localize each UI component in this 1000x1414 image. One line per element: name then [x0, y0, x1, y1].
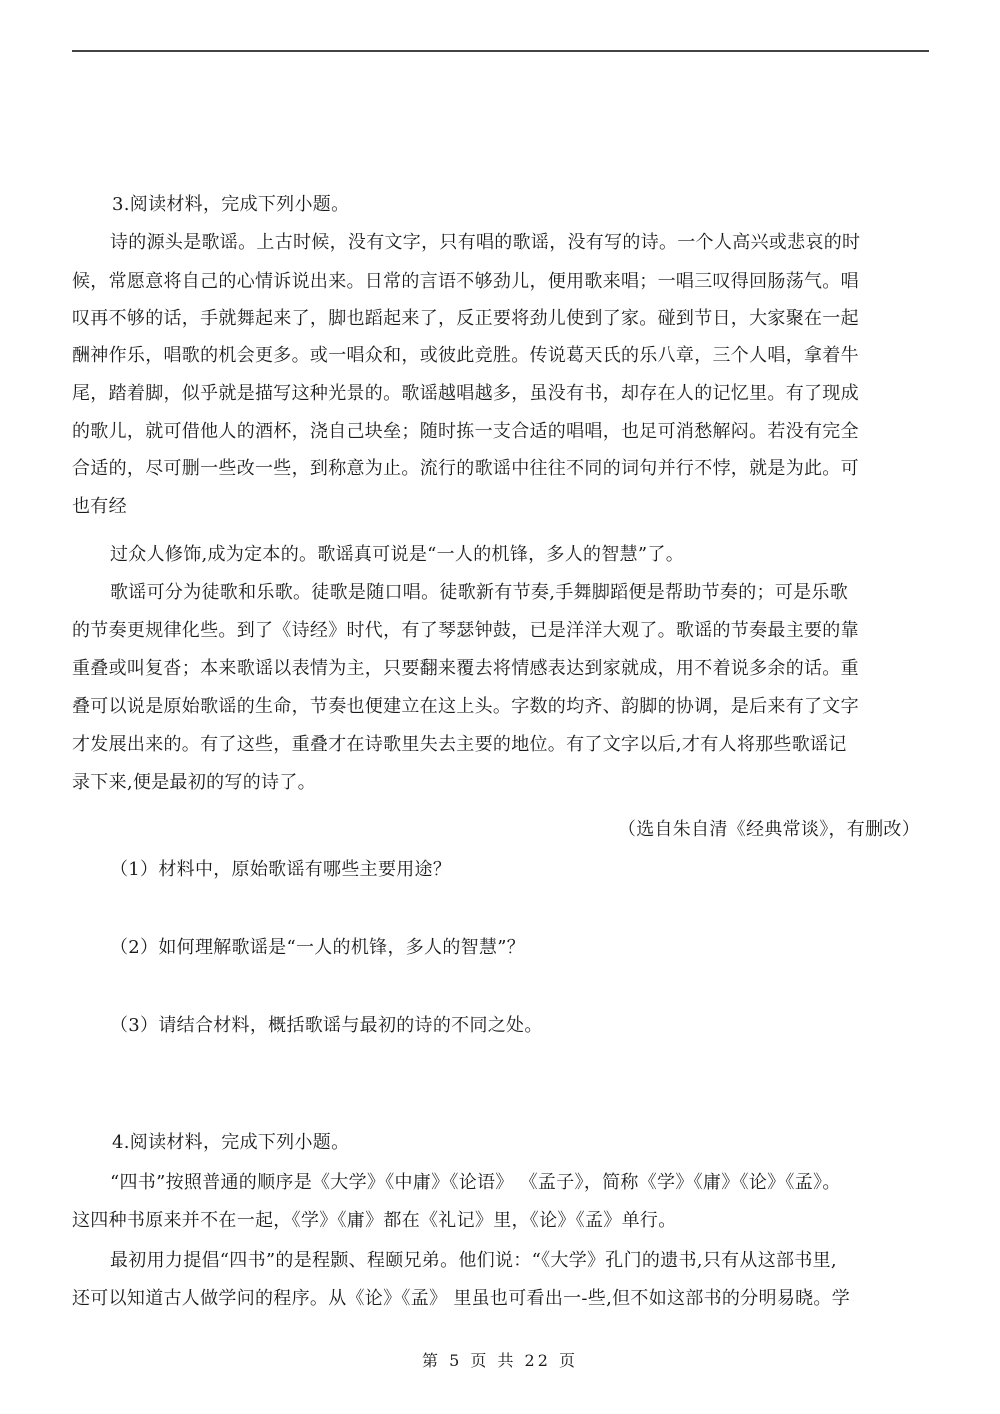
q3-question-1: （1）材料中，原始歌谣有哪些主要用途？	[110, 859, 452, 880]
q3-source-citation: （选自朱自清《经典常谈》，有删改）	[617, 819, 920, 840]
q3-paragraph-line: 的节奏更规律化些。到了《诗经》时代，有了琴瑟钟鼓，已是洋洋大观了。歌谣的节奏最主要的靠	[72, 620, 859, 641]
q3-paragraph-line: 酬神作乐，唱歌的机会更多。或一唱众和，或彼此竞胜。传说葛天氏的乐八章，三个人唱，拿着牛	[72, 345, 859, 366]
q4-paragraph-line: “四书”按照普通的顺序是《大学》《中庸》《论语》 《孟子》，简称《学》《庸》《论》《孟》。	[110, 1172, 841, 1193]
q4-paragraph-line: 最初用力提倡“四书”的是程颢、程颐兄弟。他们说：“《大学》孔门的遗书,只有从这部书里,	[110, 1250, 837, 1271]
q3-paragraph-line: 尾，踏着脚，似乎就是描写这种光景的。歌谣越唱越多，虽没有书，却存在人的记忆里。有了现成	[72, 383, 859, 404]
q3-paragraph-line: 过众人修饰,成为定本的。歌谣真可说是“一人的机锋，多人的智慧”了。	[110, 544, 685, 565]
q3-paragraph-line: 歌谣可分为徒歌和乐歌。徒歌是随口唱。徒歌新有节奏,手舞脚蹈便是帮助节奏的；可是乐歌	[110, 582, 849, 603]
q3-paragraph-line: 叠可以说是原始歌谣的生命，节奏也便建立在这上头。字数的均齐、韵脚的协调，是后来有了文字	[72, 696, 859, 717]
q3-paragraph-line: 诗的源头是歌谣。上古时候，没有文字，只有唱的歌谣，没有写的诗。一个人高兴或悲哀的时	[110, 232, 861, 253]
q3-question-3: （3）请结合材料，概括歌谣与最初的诗的不同之处。	[110, 1015, 543, 1036]
q3-paragraph-line: 才发展出来的。有了这些，重叠才在诗歌里失去主要的地位。有了文字以后,才有人将那些歌谣记	[72, 734, 847, 755]
q3-paragraph-line: 叹再不够的话，手就舞起来了，脚也蹈起来了，反正要将劲儿使到了家。碰到节日，大家聚在一起	[72, 308, 859, 329]
header-rule	[72, 50, 929, 52]
q3-paragraph-line: 合适的，尽可删一些改一些，到称意为止。流行的歌谣中往往不同的词句并行不悖，就是为此。可	[72, 458, 859, 479]
q4-heading: 4.阅读材料，完成下列小题。	[112, 1132, 350, 1153]
q3-heading: 3.阅读材料，完成下列小题。	[112, 194, 350, 215]
q3-paragraph-line: 重叠或叫复沓；本来歌谣以表情为主，只要翻来覆去将情感表达到家就成，用不着说多余的话。重	[72, 658, 859, 679]
q3-question-2: （2）如何理解歌谣是“一人的机锋，多人的智慧”？	[110, 937, 526, 958]
q3-paragraph-line: 也有经	[72, 496, 127, 517]
q3-paragraph-line: 录下来,便是最初的写的诗了。	[72, 772, 316, 793]
page-number-footer: 第 5 页 共 22 页	[422, 1351, 578, 1370]
q3-paragraph-line: 的歌儿，就可借他人的酒杯，浇自己块垒；随时拣一支合适的唱唱，也足可消愁解闷。若没有完全	[72, 421, 859, 442]
q4-paragraph-line: 还可以知道古人做学问的程序。从《论》《孟》 里虽也可看出一-些,但不如这部书的分明易晓。学	[72, 1288, 851, 1309]
q3-paragraph-line: 候，常愿意将自己的心情诉说出来。日常的言语不够劲儿，便用歌来唱；一唱三叹得回肠荡气。唱	[72, 271, 859, 292]
q4-paragraph-line: 这四种书原来并不在一起，《学》《庸》都在《礼记》里，《论》《孟》单行。	[72, 1210, 677, 1231]
